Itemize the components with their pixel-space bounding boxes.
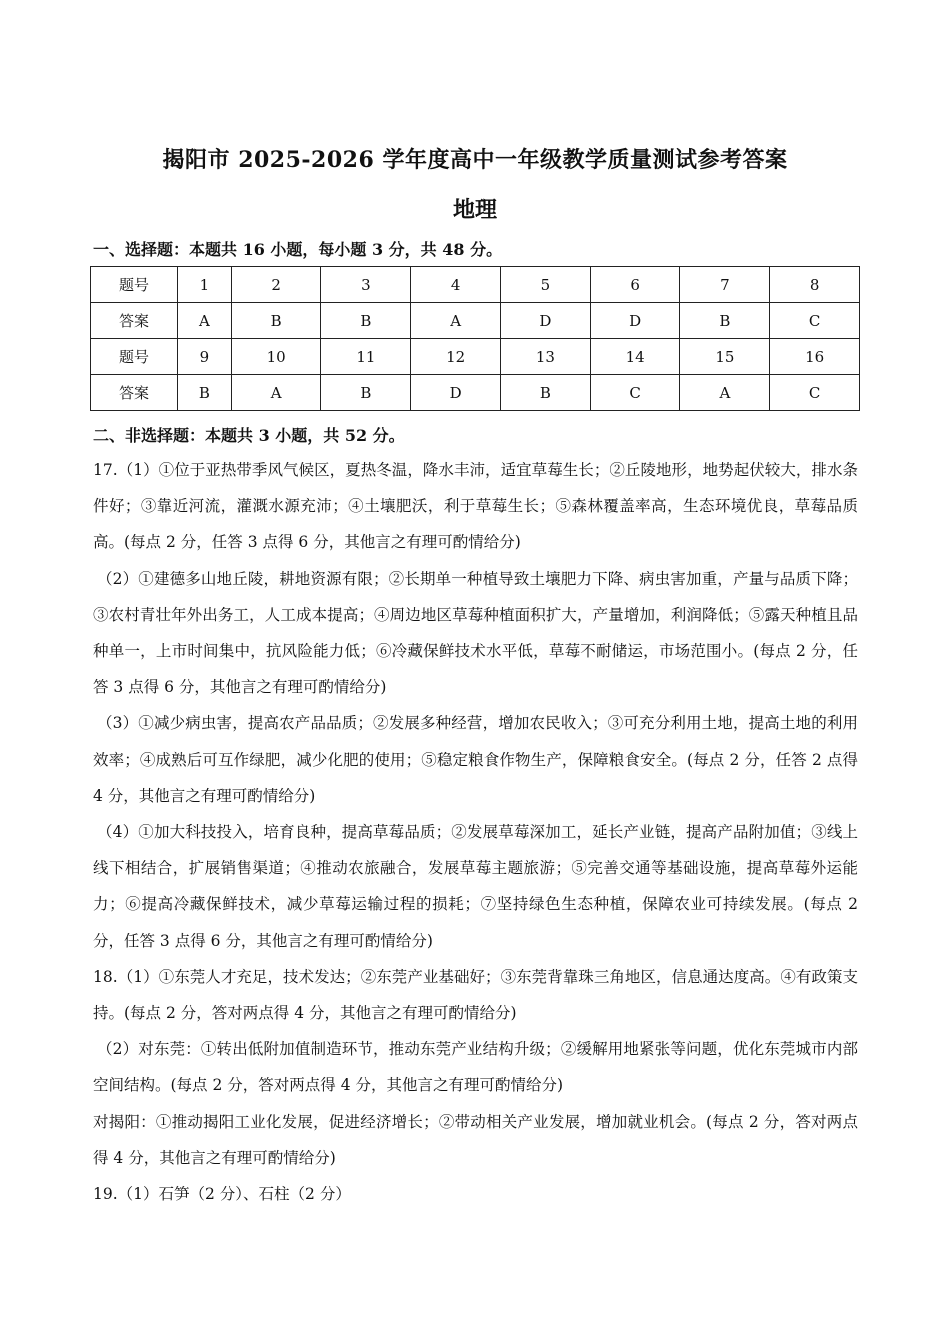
- table-cell: 8: [770, 267, 860, 303]
- table-cell-label: 题号: [91, 267, 178, 303]
- table-cell: D: [411, 375, 501, 411]
- table-cell: 7: [680, 267, 770, 303]
- table-row: [91, 267, 860, 303]
- table-cell: 4: [411, 267, 501, 303]
- answer-paragraph: 18.（1）①东莞人才充足，技术发达；②东莞产业基础好；③东莞背靠珠三角地区，信息通达度高。④有政策支持。(每点 2 分，答对两点得 4 分，其他言之有理可酌情给分): [93, 967, 858, 1023]
- table-cell: C: [770, 375, 860, 411]
- answer-paragraph: （2）①建德多山地丘陵，耕地资源有限；②长期单一种植导致土壤肥力下降、病虫害加重，产量与品质下降；③农村青壮年外出务工，人工成本提高；④周边地区草莓种植面积扩大，产量增加，利润降低；⑤露天种植且品种单一，上市时间集中，抗风险能力低；⑥冷藏保鲜技术水平低，草莓不耐储运，市场范围小。(每点 2 分，任答 3 点得 6 分，其他言之有理可酌情给分): [93, 569, 858, 697]
- answer-paragraph: 19.（1）石笋（2 分）、石柱（2 分）: [93, 1185, 351, 1204]
- table-row: [91, 339, 860, 375]
- table-cell: A: [231, 375, 321, 411]
- table-cell: A: [178, 303, 232, 339]
- table-cell: C: [770, 303, 860, 339]
- answer-paragraph: 17.（1）①位于亚热带季风气候区，夏热冬温，降水丰沛，适宜草莓生长；②丘陵地形，地势起伏较大，排水条件好；③靠近河流，灌溉水源充沛；④土壤肥沃，利于草莓生长；⑤森林覆盖率高，生态环境优良，草莓品质高。(每点 2 分，任答 3 点得 6 分，其他言之有理可酌情给分): [93, 461, 858, 552]
- table-cell: B: [321, 375, 411, 411]
- table-cell: 2: [231, 267, 321, 303]
- table-cell: 12: [411, 339, 501, 375]
- table-cell: 15: [680, 339, 770, 375]
- table-cell: B: [500, 375, 590, 411]
- table-cell: A: [411, 303, 501, 339]
- table-row: [91, 303, 860, 339]
- section-2-heading: 二、非选择题：本题共 3 小题，共 52 分。: [93, 426, 405, 445]
- table-cell-label: 答案: [91, 375, 178, 411]
- table-cell: 5: [500, 267, 590, 303]
- answer-paragraph: （4）①加大科技投入，培育良种，提高草莓品质；②发展草莓深加工，延长产业链，提高产品附加值；③线上线下相结合，扩展销售渠道；④推动农旅融合，发展草莓主题旅游；⑤完善交通等基础设施，提高草莓外运能力；⑥提高冷藏保鲜技术，减少草莓运输过程的损耗；⑦坚持绿色生态种植，保障农业可持续发展。(每点 2 分，任答 3 点得 6 分，其他言之有理可酌情给分): [93, 823, 858, 950]
- answer-paragraph: （3）①减少病虫害，提高农产品品质；②发展多种经营，增加农民收入；③可充分利用土地，提高土地的利用效率；④成熟后可互作绿肥，减少化肥的使用；⑤稳定粮食作物生产，保障粮食安全。(每点 2 分，任答 2 点得 4 分，其他言之有理可酌情给分): [93, 714, 858, 805]
- table-cell: B: [231, 303, 321, 339]
- table-cell: A: [680, 375, 770, 411]
- answer-table: [90, 266, 860, 411]
- table-cell: B: [680, 303, 770, 339]
- table-cell-label: 题号: [91, 339, 178, 375]
- subject-title: 地理: [452, 197, 497, 223]
- table-cell: 14: [590, 339, 680, 375]
- table-cell: 9: [178, 339, 232, 375]
- answer-body: [93, 452, 858, 1212]
- answer-paragraph: （2）对东莞：①转出低附加值制造环节，推动东莞产业结构升级；②缓解用地紧张等问题，优化东莞城市内部空间结构。(每点 2 分，答对两点得 4 分，其他言之有理可酌情给分): [93, 1040, 858, 1095]
- answer-paragraph: 对揭阳：①推动揭阳工业化发展，促进经济增长；②带动相关产业发展，增加就业机会。(每点 2 分，答对两点得 4 分，其他言之有理可酌情给分): [93, 1112, 858, 1167]
- table-cell: 10: [231, 339, 321, 375]
- table-cell: D: [590, 303, 680, 339]
- table-cell: 11: [321, 339, 411, 375]
- section-1-heading: 一、选择题：本题共 16 小题，每小题 3 分，共 48 分。: [93, 240, 503, 259]
- table-cell: 1: [178, 267, 232, 303]
- table-cell-label: 答案: [91, 303, 178, 339]
- document-title: 揭阳市 2025-2026 学年度高中一年级教学质量测试参考答案: [162, 147, 788, 173]
- table-cell: D: [500, 303, 590, 339]
- table-cell: C: [590, 375, 680, 411]
- table-row: [91, 375, 860, 411]
- table-cell: 3: [321, 267, 411, 303]
- table-cell: B: [178, 375, 232, 411]
- table-cell: B: [321, 303, 411, 339]
- table-cell: 13: [500, 339, 590, 375]
- table-cell: 16: [770, 339, 860, 375]
- table-cell: 6: [590, 267, 680, 303]
